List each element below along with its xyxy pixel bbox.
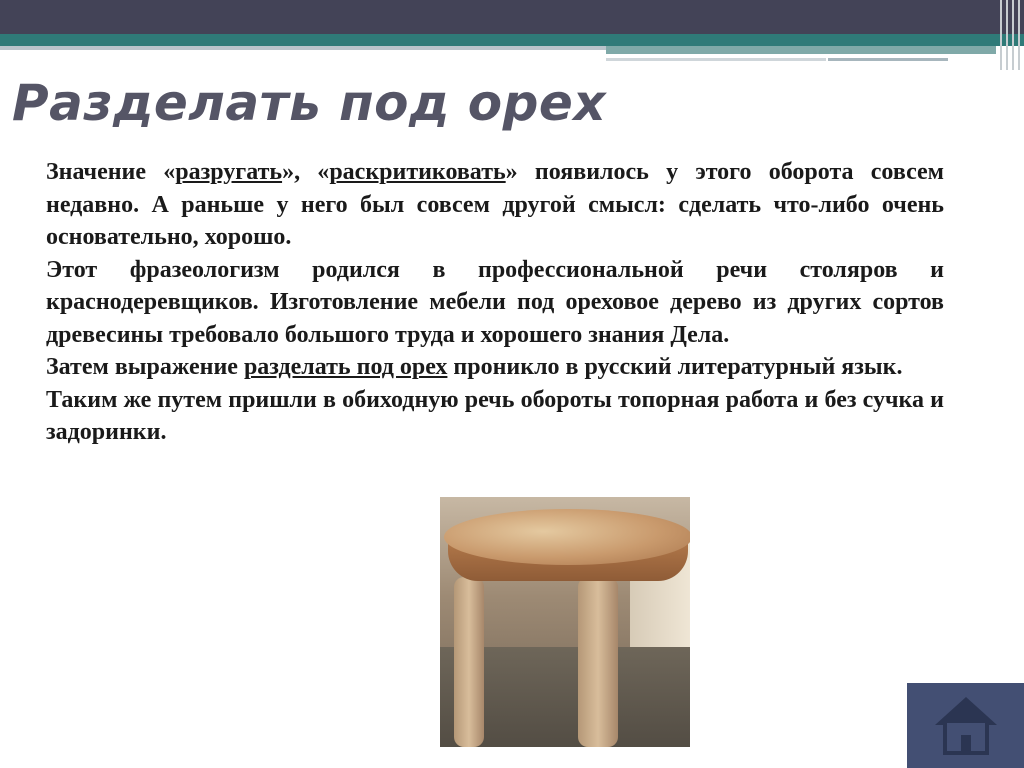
paragraph	[46, 351, 944, 384]
table-photo	[440, 497, 690, 747]
text-run: проникло в русский литературный язык.	[447, 354, 903, 380]
header-divider	[606, 58, 826, 61]
text-run: Значение «	[46, 159, 176, 185]
header-divider	[606, 46, 996, 54]
header-accent-band	[0, 34, 1024, 46]
text-run: » появилось у этого оборота совсем недавно. А раньше у него был совсем другой смысл: сделать что-либо очень основательно, хорошо.	[46, 159, 945, 250]
home-button[interactable]	[907, 683, 1024, 768]
paragraph	[46, 384, 944, 449]
slide-body	[46, 156, 944, 449]
home-icon	[933, 693, 999, 759]
highlighted-term: разругать	[175, 159, 283, 185]
highlighted-term: раскритиковать	[329, 159, 506, 185]
header-divider	[0, 46, 610, 50]
header-band	[0, 0, 1024, 34]
highlighted-term: разделать под орех	[243, 354, 448, 380]
paragraph	[46, 254, 944, 352]
text-run: Затем выражение	[46, 354, 244, 380]
text-run: », «	[282, 159, 330, 185]
paragraph	[46, 156, 944, 254]
slide-title: Разделать под орех	[12, 74, 607, 132]
header-stripes	[996, 0, 1024, 70]
header-divider	[828, 58, 948, 61]
text-run: Таким же путем пришли в обиходную речь обороты топорная работа и без сучка и задоринки.	[46, 386, 944, 445]
text-run: Этот фразеологизм родился в профессиональной речи столяров и краснодеревщиков. Изготовление мебели под ореховое дерево из других сортов древесины требовало большого труда и хорошего знания Дела.	[46, 256, 944, 348]
